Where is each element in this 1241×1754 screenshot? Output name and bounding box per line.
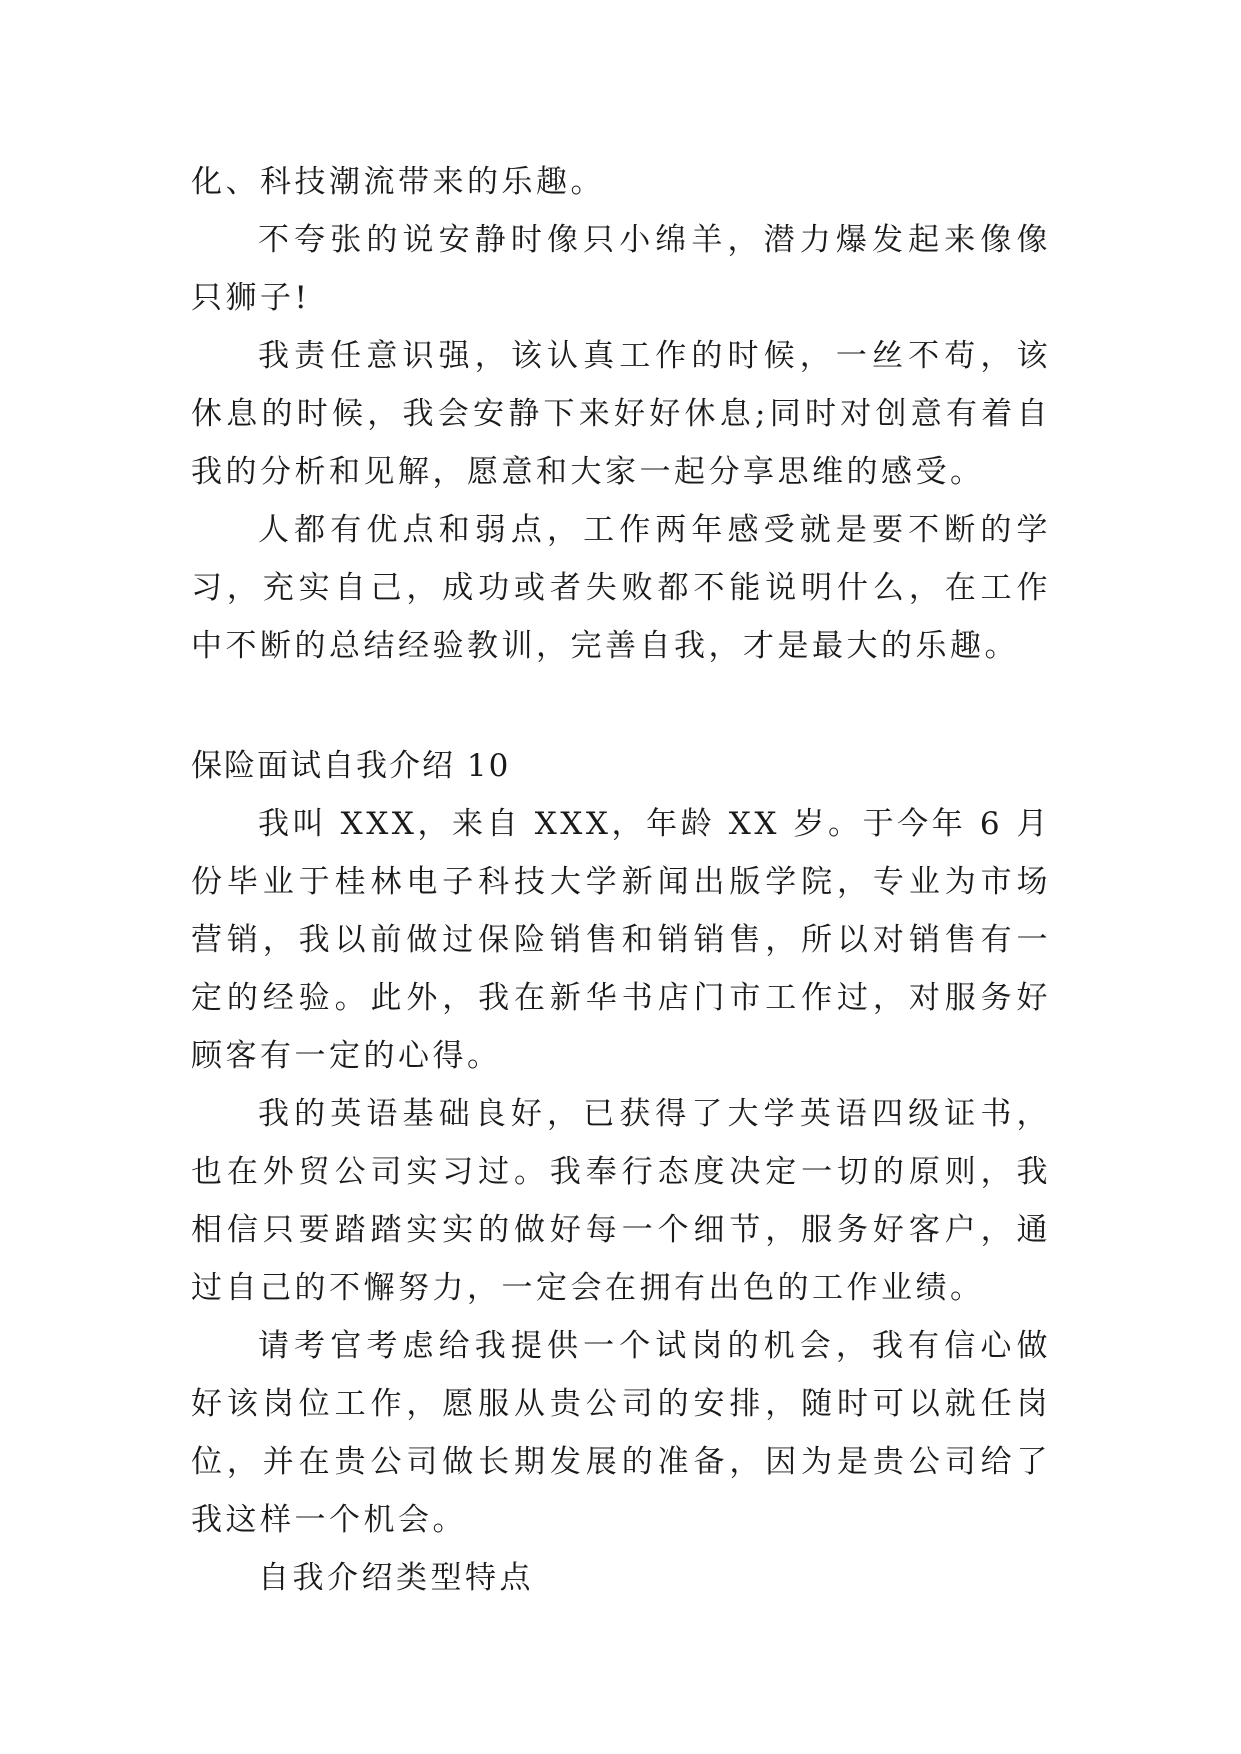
paragraph: 请考官考虑给我提供一个试岗的机会，我有信心做好该岗位工作，愿服从贵公司的安排，随时可以就任岗位，并在贵公司做长期发展的准备，因为是贵公司给了我这样一个机会。: [191, 1328, 1051, 1538]
document-body: [191, 153, 1051, 1607]
section-spacer: [191, 675, 1051, 737]
paragraph: 人都有优点和弱点，工作两年感受就是要不断的学习，充实自己，成功或者失败都不能说明什么，在工作中不断的总结经验教训，完善自我，才是最大的乐趣。: [191, 512, 1051, 664]
paragraph: 我叫 XXX，来自 XXX，年龄 XX 岁。于今年 6 月份毕业于桂林电子科技大学新闻出版学院，专业为市场营销，我以前做过保险销售和销销售，所以对销售有一定的经验。此外，我在新华书店门市工作过，对服务好顾客有一定的心得。: [191, 806, 1051, 1074]
section-title: 保险面试自我介绍 10: [191, 748, 511, 784]
paragraph: 不夸张的说安静时像只小绵羊，潜力爆发起来像像只狮子!: [191, 222, 1051, 316]
paragraph: 我的英语基础良好，已获得了大学英语四级证书，也在外贸公司实习过。我奉行态度决定一切的原则，我相信只要踏踏实实的做好每一个细节，服务好客户，通过自己的不懈努力，一定会在拥有出色的工作业绩。: [191, 1096, 1051, 1306]
paragraph: 我责任意识强，该认真工作的时候，一丝不苟，该休息的时候，我会安静下来好好休息;同时对创意有着自我的分析和见解，愿意和大家一起分享思维的感受。: [191, 338, 1051, 490]
paragraph: 自我介绍类型特点: [258, 1560, 534, 1596]
paragraph-continuation: 化、科技潮流带来的乐趣。: [191, 164, 605, 200]
